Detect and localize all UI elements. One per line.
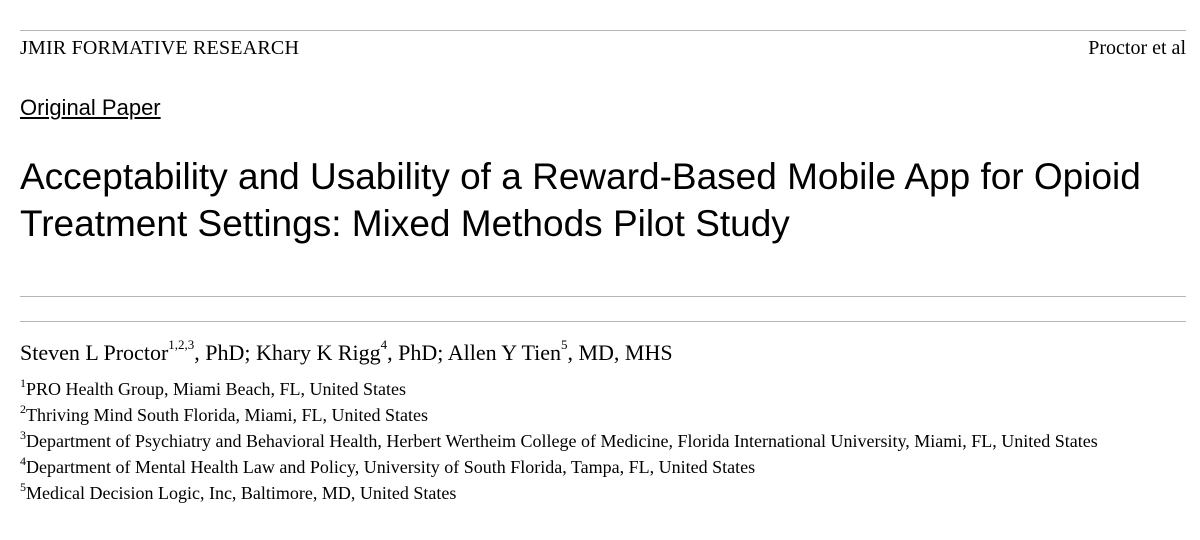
author-line [20, 337, 673, 366]
author-degree: , MD, MHS [567, 340, 673, 365]
affiliation-item [20, 376, 1195, 402]
affiliation-number: 4 [20, 454, 26, 468]
affiliation-number: 1 [20, 376, 26, 390]
affiliation-number: 2 [20, 402, 26, 416]
affiliation-number: 3 [20, 428, 26, 442]
running-author: Proctor et al [1088, 37, 1186, 59]
paper-type: Original Paper [20, 95, 161, 120]
affiliation-text: Department of Mental Health Law and Policy, University of South Florida, Tampa, FL, United States [26, 457, 756, 477]
author-affiliation-ref: 4 [380, 337, 388, 352]
affiliation-item [20, 402, 1195, 428]
affiliation-item [20, 428, 1195, 454]
affiliation-text: Medical Decision Logic, Inc, Baltimore, MD, United States [26, 483, 457, 503]
author-name: Khary K Rigg [256, 340, 381, 365]
author-affiliation-ref: 5 [560, 337, 568, 352]
affiliation-item [20, 454, 1195, 480]
affiliation-text: Department of Psychiatry and Behavioral Health, Herbert Wertheim College of Medicine, Florida International University, Miami, FL, United States [26, 431, 1098, 451]
affiliation-item [20, 480, 1195, 506]
author-name: Steven L Proctor [20, 340, 169, 365]
affiliation-text: PRO Health Group, Miami Beach, FL, United States [26, 379, 406, 399]
running-header [20, 30, 1186, 61]
affiliation-text: Thriving Mind South Florida, Miami, FL, United States [26, 405, 428, 425]
author-degree: , PhD; [387, 340, 448, 365]
author-degree: , PhD; [194, 340, 257, 365]
paper-title: Acceptability and Usability of a Reward-Based Mobile App for Opioid Treatment Settings: Mixed Methods Pilot Study [20, 156, 1141, 244]
divider-bottom [20, 321, 1186, 322]
journal-name: JMIR FORMATIVE RESEARCH [20, 37, 300, 59]
affiliation-list [20, 376, 1195, 506]
author-name: Allen Y Tien [447, 340, 561, 365]
affiliation-number: 5 [20, 480, 26, 494]
divider-top [20, 296, 1186, 297]
author-affiliation-ref: 1,2,3 [168, 337, 195, 352]
